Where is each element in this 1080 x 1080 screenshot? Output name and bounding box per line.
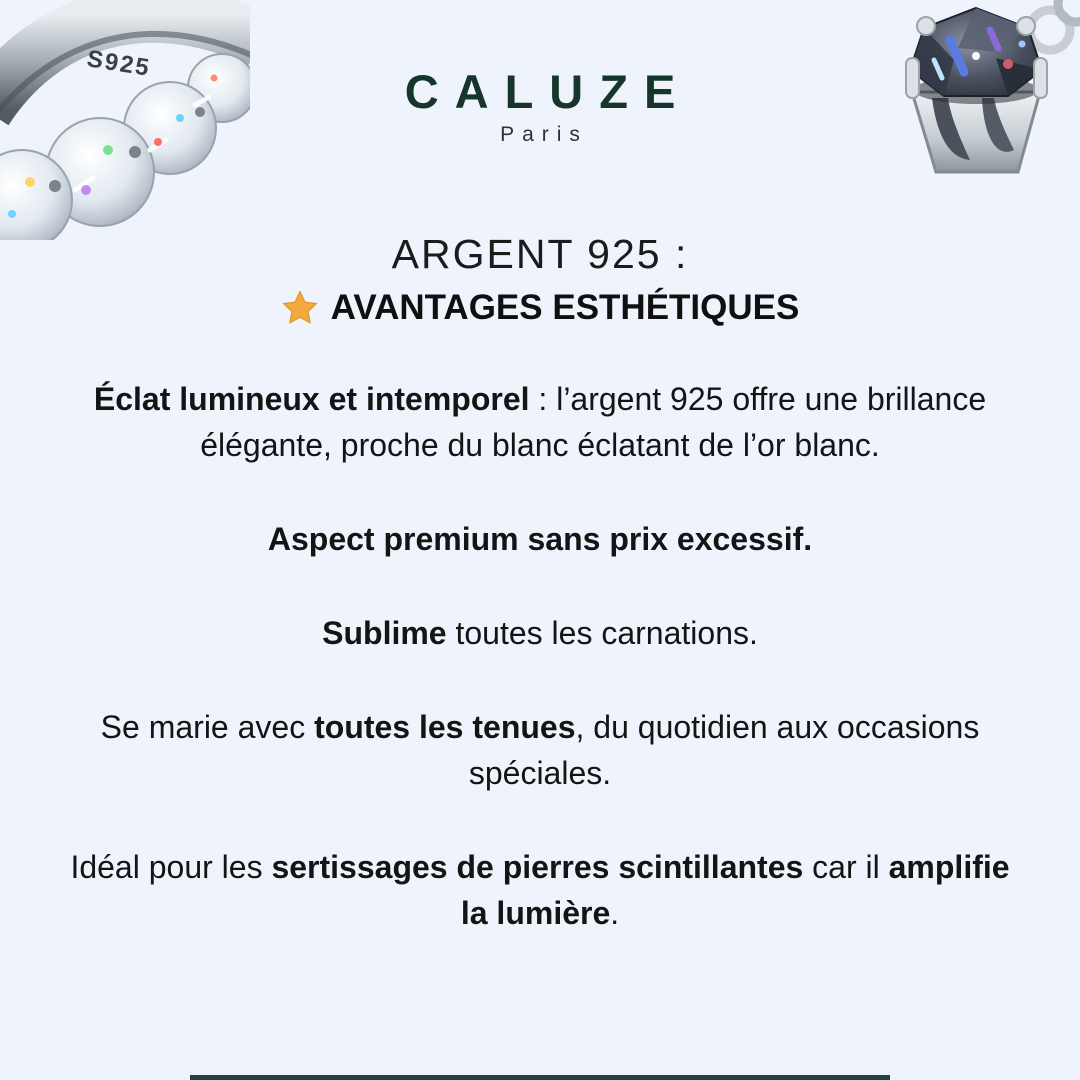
heading-block [0,231,1080,328]
paragraph-segment: Se marie avec [100,709,315,745]
heading-subtitle: AVANTAGES ESTHÉTIQUES [330,288,800,327]
brand-logo: CALUZE [404,65,692,118]
paragraph-segment: Éclat lumineux et intemporel [93,381,530,417]
paragraph-segment: Idéal pour les [70,849,272,885]
body-paragraph [65,376,1015,468]
paragraph-segment: car il [803,849,889,885]
heading-subtitle-row [0,288,1080,328]
body-paragraph [65,516,1015,562]
paragraph-segment: , du quotidien aux occasions spéciales. [468,709,980,791]
paragraph-segment: toutes les carnations. [446,615,758,651]
body-paragraph [65,844,1015,936]
body-paragraph [65,704,1015,796]
star-icon [281,289,319,327]
bottom-accent-bar [190,1075,890,1080]
paragraph-segment: : l’argent 925 offre une brillance élégante, proche du blanc éclatant de l’or blanc. [200,381,987,463]
heading-title: ARGENT 925 : [391,231,689,277]
brand-city: Paris [500,123,588,146]
paragraph-segment: Sublime [322,615,447,651]
paragraph-segment: toutes les tenues [314,709,576,745]
paragraph-segment: Aspect premium sans prix excessif. [267,521,813,557]
body-copy [65,376,1015,936]
body-paragraph [65,610,1015,656]
ring-engraving-text: S925 [85,45,153,82]
brand-header [0,0,1080,147]
paragraph-segment: amplifie la lumière [460,849,1010,931]
paragraph-segment: sertissages de pierres scintillantes [271,849,804,885]
paragraph-segment: . [610,895,620,931]
